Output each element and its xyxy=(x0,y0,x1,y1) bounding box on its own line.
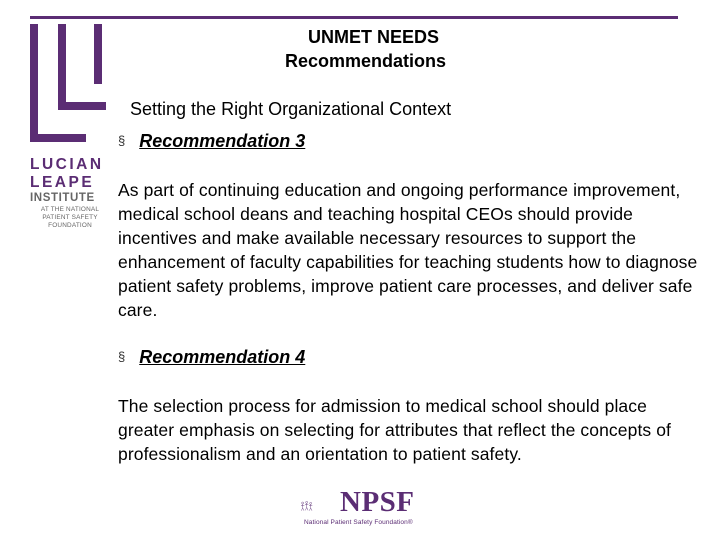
lli-logo-line-4: AT THE NATIONAL PATIENT SAFETY FOUNDATION xyxy=(40,206,100,229)
npsf-logo-name: NPSF xyxy=(340,486,415,518)
recommendation-4-heading xyxy=(118,347,305,368)
slide-subtitle: Recommendations xyxy=(285,51,447,71)
recommendation-3-label: Recommendation 3 xyxy=(139,131,306,151)
bullet-icon: § xyxy=(118,349,126,364)
recommendation-4-label: Recommendation 4 xyxy=(139,347,306,367)
slide-title: UNMET NEEDS xyxy=(308,27,440,47)
top-rule xyxy=(30,16,678,19)
recommendation-4-text: The selection process for admission to medical school should place greater emphasis on selecting for attributes that reflect the concepts of professionalism and an orientation to patient safety. xyxy=(118,396,672,464)
lli-logo-line-3: INSTITUTE xyxy=(30,192,95,204)
lli-logo-line-1: LUCIAN xyxy=(30,156,104,173)
npsf-logo-tagline: National Patient Safety Foundation® xyxy=(304,519,413,526)
bullet-icon: § xyxy=(118,133,126,148)
lli-logo-line-2: LEAPE xyxy=(30,174,95,191)
recommendation-3-text: As part of continuing education and ongoing performance improvement, medical school deans and teaching hospital CEOs should provide incentives and make available necessary resources to support the enhancement of faculty capabilities for teaching students how to diagnose patient safety problems, improve patient care processes, and deliver safe care. xyxy=(118,180,698,320)
recommendation-3-heading xyxy=(118,131,305,152)
section-heading: Setting the Right Organizational Context xyxy=(130,99,452,119)
